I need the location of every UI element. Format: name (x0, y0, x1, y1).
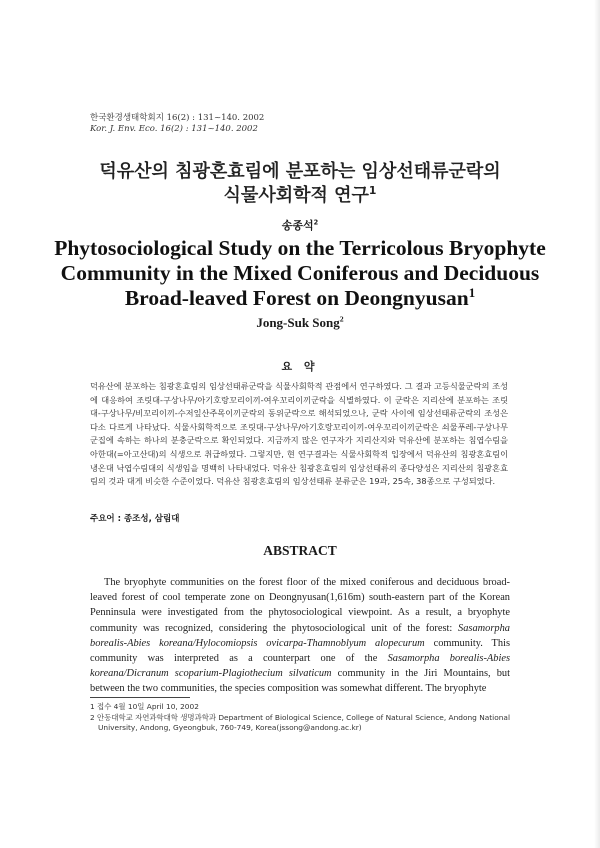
english-title-footnote-mark: 1 (468, 285, 476, 300)
korean-title-line1: 덕유산의 침광혼효림에 분포하는 임상선태류군락의 (99, 161, 501, 182)
footnotes (90, 702, 515, 734)
korean-title-line2: 식물사회학적 연구 (223, 185, 369, 206)
korean-author-mark: 2 (313, 218, 319, 227)
english-author (0, 315, 600, 331)
footnote-received: 1 접수 4월 10일 April 10, 2002 (90, 702, 199, 711)
english-abstract-species1: Sasamorpha borealis-Abies koreana/Hylocomiopsis ovicarpa-Thamnoblyum alopecurum (90, 622, 510, 649)
korean-author-name: 송종석 (281, 219, 314, 232)
journal-citation-ko: 한국환경생태학회지 16(2) : 131~140. 2002 (90, 113, 265, 123)
english-abstract-heading: ABSTRACT (263, 543, 337, 558)
english-abstract-part1: The bryophyte communities on the forest floor of the mixed coniferous and deciduous broad-leaved forest of cool temperate zone on Deongnyusan(1,616m) south-eastern part of the Korean Penninsula were investigated from the phytosociological viewpoint. As a result, a bryophyte community was recognized, considering the phytosociological unit of the forest: (90, 577, 510, 634)
journal-citation (90, 113, 264, 135)
korean-abstract-body: 덕유산에 분포하는 침광혼효림의 임상선태류군락을 식물사회학적 관점에서 연구하였다. 그 결과 고등식물군락의 조성에 대응하여 조릿대-구상나무/아기호랑꼬리이끼-여우꼬리이끼군락을 식별하였다. 이 군락은 지리산에 분포하는 조릿대-구상나무/비꼬리이끼-수저잎산주목이끼군락의 동위군락으로 해석되었으나, 군락 사이에 임상선태류군락의 조성은 다소 다르게 나타났다. 식물사회학적으로 조릿대-구상나무/아기호랑꼬리이끼-여우꼬리이끼군락은 쇠물푸레-구상나무군집에 속하는 하나의 분충군락으로 확인되었다. 지금까지 많은 연구자가 지리산지와 덕유산에 분포하는 침엽수림을 아한대(=아고산대)의 식생으로 취급하였다. 그렇지만, 현 연구결과는 식물사회학적 입장에서 덕유산의 침광혼효림이 냉온대 낙엽수림대의 식생임을 명백히 나타내었다. 덕유산 침광혼효림의 임상선태류의 종다양성은 지리산의 침광혼효림의 것과 대게 비슷한 수준이었다. 덕유산 침광혼효림의 임상선태류 분류군은 19과, 25속, 38종으로 구성되었다. (90, 381, 508, 487)
korean-title (0, 160, 600, 208)
english-author-name: Jong-Suk Song (256, 315, 340, 330)
english-abstract-part2: community. This community was interpreted as a counterpart one of the (90, 637, 511, 665)
english-title-line3: Broad-leaved Forest on Deongnyusan (124, 286, 469, 310)
journal-citation-en: Kor. J. Env. Eco. 16(2) : 131~140. 2002 (90, 124, 258, 134)
english-author-mark: 2 (339, 314, 344, 324)
footnote-affiliation: 2 안동대학교 자연과학대학 생명과학과 Department of Biological Science, College of Natural Science, Andong National University, Andong, Gyeongbuk, 760-749, Korea(jssong@andong.ac.kr) (90, 712, 511, 732)
english-abstract-part3: community in the Jiri Mountains, but between the two communities, the species composition was somewhat different. The bryophyte (90, 668, 510, 695)
korean-author (0, 217, 600, 233)
korean-abstract-heading: 요 약 (281, 360, 319, 373)
scan-edge-shadow (594, 0, 600, 848)
footnote-divider (90, 697, 190, 698)
korean-title-footnote-mark: 1 (368, 184, 377, 197)
english-abstract-body (90, 575, 510, 697)
english-title-line2: Community in the Mixed Coniferous and Deciduous (60, 261, 540, 285)
keywords: 주요어 : 종조성, 삼림대 (90, 514, 180, 524)
english-abstract-species2: Sasamorpha borealis-Abies koreana/Dicranum scoparium-Plagiothecium silvaticum (90, 653, 510, 680)
english-title-line1: Phytosociological Study on the Terricolous Bryophyte (54, 236, 546, 260)
english-title (0, 236, 600, 311)
